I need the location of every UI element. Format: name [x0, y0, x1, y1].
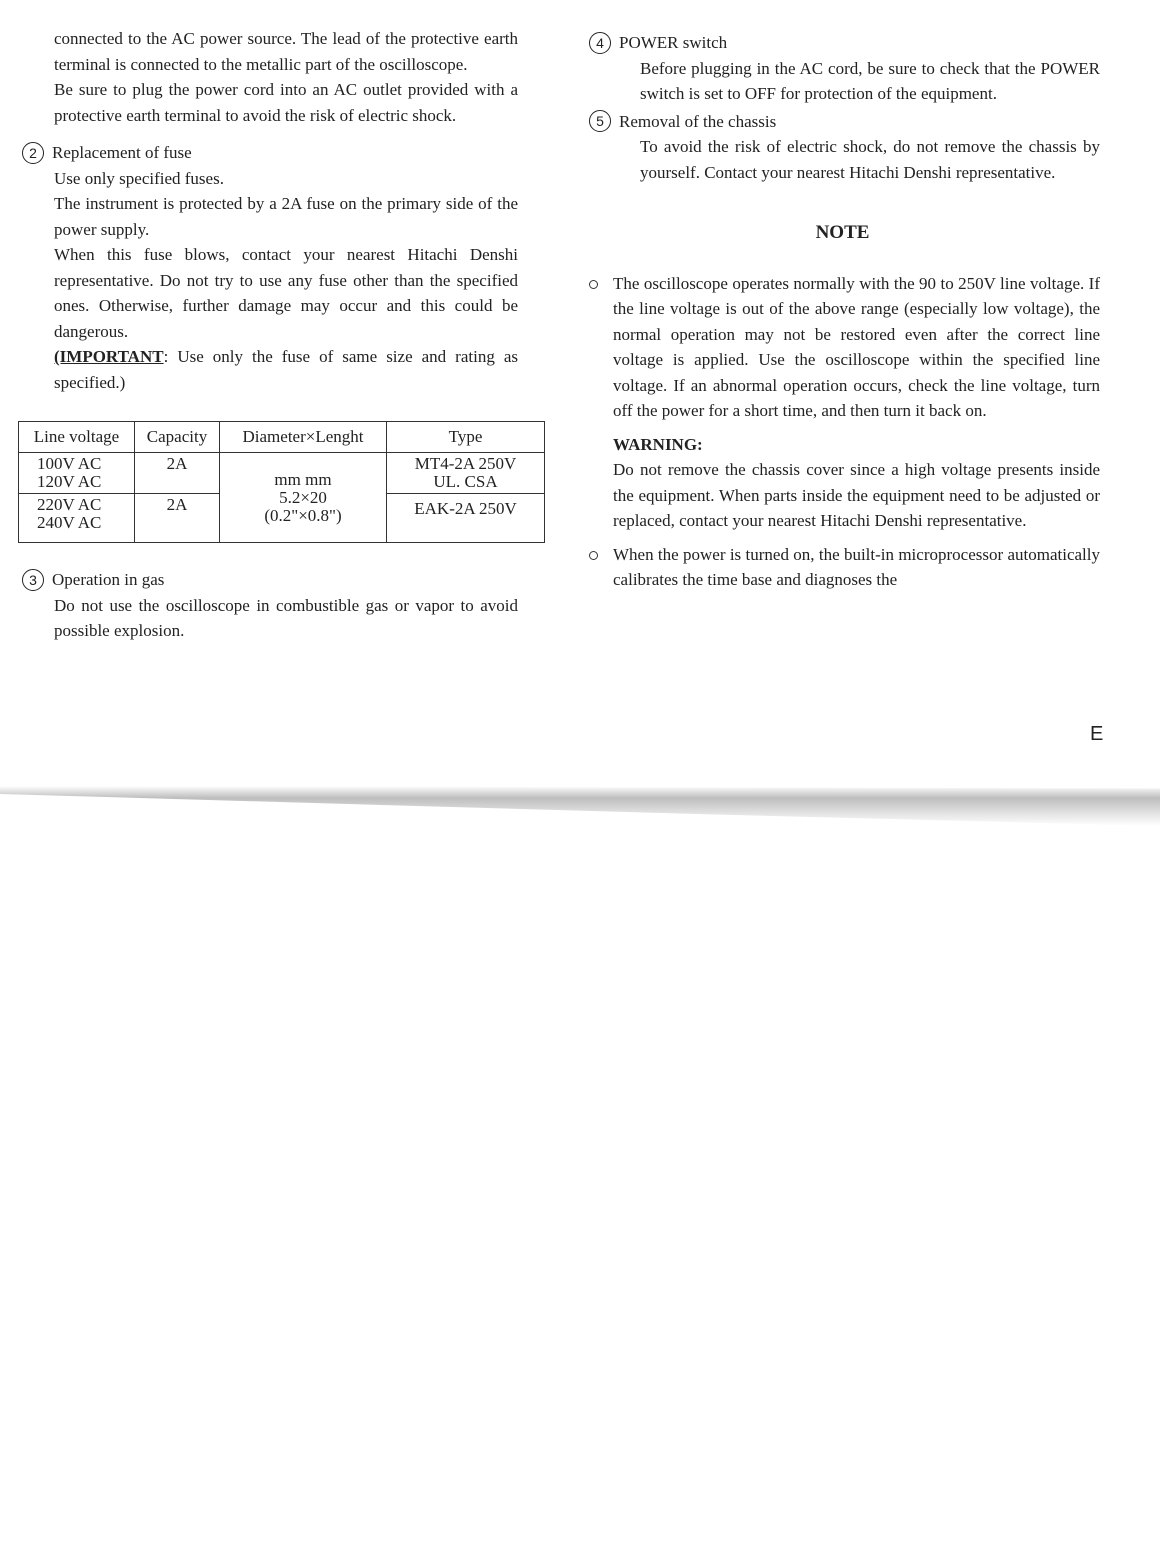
table-row — [19, 453, 545, 494]
voltage-cell — [19, 494, 135, 543]
section-2-paragraph-1: Use only specified fuses. — [54, 168, 224, 188]
note-bullet-2 — [585, 542, 1100, 593]
circled-number-5: 5 — [589, 110, 611, 132]
bullet-circle-icon — [589, 280, 598, 289]
important-note — [54, 344, 518, 395]
warning-text: Do not remove the chassis cover since a high voltage presents inside the equipment. When parts inside the equipment need to be adjusted or replaced, contact your nearest Hitachi Denshi representative. — [613, 460, 1100, 530]
section-5-heading — [585, 109, 1100, 135]
bullet-circle-icon — [589, 551, 598, 560]
section-3-heading — [18, 567, 518, 593]
type-certification: UL. CSA — [433, 472, 498, 491]
section-2-body — [18, 166, 518, 396]
dimension-mm: 5.2×20 — [279, 487, 327, 507]
header-line-voltage: Line voltage — [19, 422, 135, 453]
header-diameter-length: Diameter×Lenght — [220, 422, 387, 453]
dimension-units: mm mm — [274, 469, 332, 489]
note-bullet-2-text: When the power is turned on, the built-in microprocessor automatically calibrates the time base and diagnoses the — [613, 544, 1100, 589]
type-cell: EAK-2A 250V — [387, 494, 545, 543]
section-2-paragraph-3: When this fuse blows, contact your nearest Hitachi Denshi representative. Do not try to use any fuse other than the specified ones. Otherwise, further damage may occur and this could be dangerous. — [54, 245, 518, 341]
circled-number-4: 4 — [589, 32, 611, 54]
header-capacity: Capacity — [135, 422, 220, 453]
dimension-inch: (0.2"×0.8") — [264, 505, 342, 525]
section-4-paragraph: Before plugging in the AC cord, be sure to check that the POWER switch is set to OFF for protection of the equipment. — [640, 58, 1100, 103]
scan-page-edge — [0, 786, 1160, 826]
section-4-heading — [585, 30, 1100, 56]
type-cell — [387, 453, 545, 494]
section-5-paragraph: To avoid the risk of electric shock, do not remove the chassis by yourself. Contact your nearest Hitachi Denshi representative. — [640, 137, 1100, 182]
fuse-table-header-row — [19, 422, 545, 453]
section-5-title: Removal of the chassis — [619, 111, 777, 131]
section-2-heading — [18, 140, 518, 166]
circled-number-3: 3 — [22, 569, 44, 591]
circled-number-2: 2 — [22, 142, 44, 164]
intro-paragraph-2: Be sure to plug the power cord into an AC outlet provided with a protective earth terminal to avoid the risk of electric shock. — [54, 80, 518, 125]
dimension-cell — [220, 453, 387, 543]
warning-label: WARNING: — [613, 434, 703, 454]
fuse-table — [18, 421, 545, 543]
intro-paragraph-1: connected to the AC power source. The lead of the protective earth terminal is connected to the metallic part of the oscilloscope. — [54, 29, 518, 74]
section-3-paragraph: Do not use the oscilloscope in combustible gas or vapor to avoid possible explosion. — [54, 595, 518, 640]
section-5-body — [585, 134, 1100, 185]
note-bullet-1 — [585, 271, 1100, 534]
voltage-value: 220V AC — [37, 495, 102, 514]
capacity-cell: 2A — [135, 453, 220, 494]
voltage-value: 120V AC — [37, 472, 102, 491]
section-2-title: Replacement of fuse — [52, 143, 192, 162]
voltage-value: 100V AC — [37, 454, 102, 473]
header-type: Type — [387, 422, 545, 453]
capacity-cell: 2A — [135, 494, 220, 543]
note-bullet-1-text: The oscilloscope operates normally with the 90 to 250V line voltage. If the line voltage is out of the above range (especially low voltage), the normal operation may not be restored even after the correct line voltage is applied. Use the oscilloscope within the specified line voltage. If an abnormal operation occurs, check the line voltage, turn off the power for a short time, and then turn it back on. — [613, 273, 1100, 420]
right-column — [585, 30, 1100, 601]
intro-block — [18, 26, 518, 128]
important-label: (IMPORTANT — [54, 347, 164, 366]
note-title: NOTE — [815, 222, 870, 243]
voltage-cell — [19, 453, 135, 494]
section-3-body — [18, 593, 518, 644]
voltage-value: 240V AC — [37, 513, 102, 532]
section-4-body — [585, 56, 1100, 107]
section-4-title: POWER switch — [619, 33, 728, 52]
type-value: MT4-2A 250V — [414, 454, 517, 473]
left-column — [18, 26, 518, 644]
page-letter: E — [1090, 723, 1104, 745]
section-3-title: Operation in gas — [52, 570, 165, 589]
section-2-paragraph-2: The instrument is protected by a 2A fuse on the primary side of the power supply. — [54, 194, 518, 239]
important-text: : Use only the fuse of same size and rating as specified.) — [54, 347, 518, 392]
